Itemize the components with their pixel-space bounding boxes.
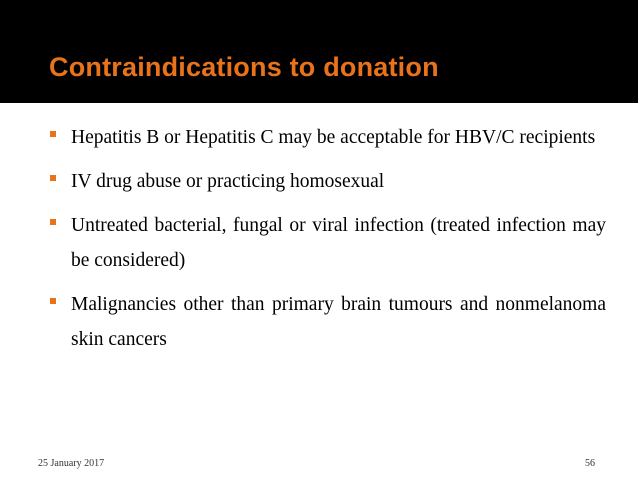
bullet-text: IV drug abuse or practicing homosexual	[71, 171, 385, 192]
bullet-item	[50, 208, 606, 278]
bullet-text: Malignancies other than primary brain tumours and nonmelanoma skin cancers	[71, 294, 606, 350]
square-bullet-icon	[50, 219, 56, 225]
square-bullet-icon	[50, 131, 56, 137]
square-bullet-icon	[50, 298, 56, 304]
square-bullet-icon	[50, 175, 56, 181]
page-number: 56	[585, 458, 595, 469]
bullet-text: Hepatitis B or Hepatitis C may be acceptable for HBV/C recipients	[71, 127, 596, 148]
bullet-item	[50, 287, 606, 357]
footer-date: 25 January 2017	[38, 458, 105, 469]
title-bar	[0, 0, 638, 103]
bullet-list	[50, 120, 606, 366]
bullet-item	[50, 164, 606, 199]
slide-title: Contraindications to donation	[49, 52, 439, 82]
bullet-item	[50, 120, 606, 155]
bullet-text: Untreated bacterial, fungal or viral infection (treated infection may be considered)	[71, 215, 606, 271]
